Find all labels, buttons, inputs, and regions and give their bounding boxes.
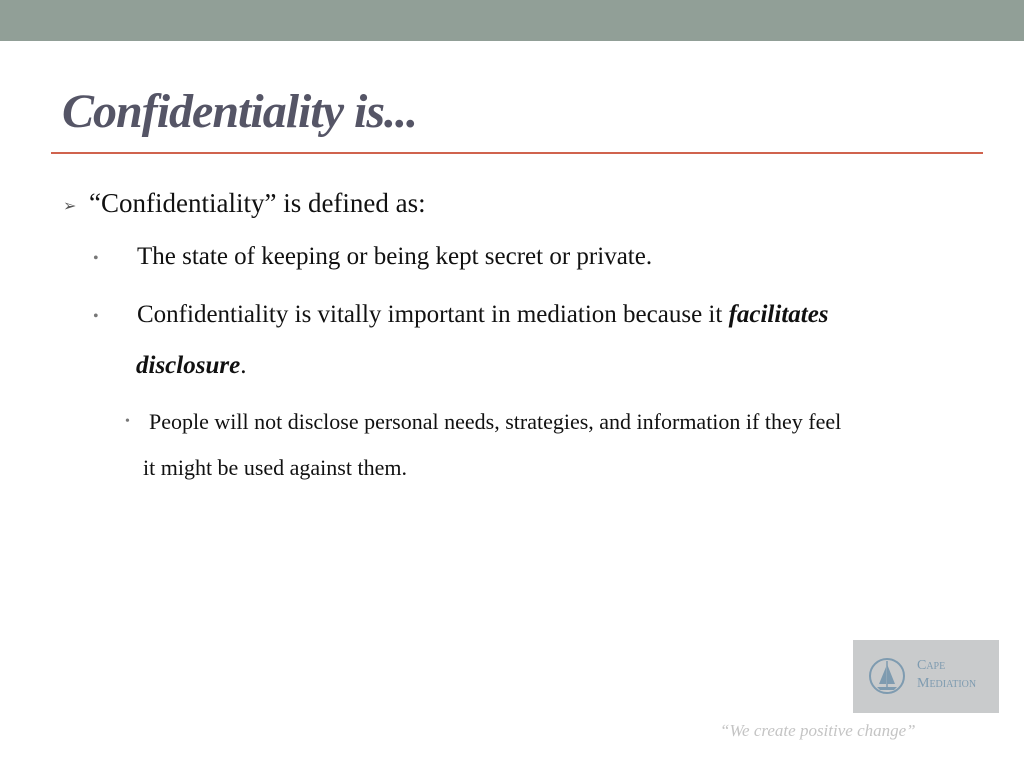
bullet-dot-icon: • <box>93 308 99 325</box>
slide-title: Confidentiality is... <box>62 85 418 138</box>
bullet-importance-line1 <box>137 301 829 329</box>
sailboat-icon <box>867 654 907 698</box>
emphasis-facilitates: facilitates <box>728 301 829 328</box>
bullet-dot-icon: • <box>125 414 130 429</box>
sub-bullet-line1: People will not disclose personal needs, strategies, and information if they feel <box>149 409 842 434</box>
logo-text-mediation: Mediation <box>917 676 977 691</box>
importance-text: Confidentiality is vitally important in mediation because it <box>137 301 729 328</box>
arrow-right-icon: ➢ <box>63 198 77 215</box>
emphasis-disclosure: disclosure <box>136 352 241 379</box>
logo-text-cape: Cape <box>917 658 946 673</box>
top-bar <box>0 0 1024 41</box>
bullet-dot-icon: • <box>93 250 99 267</box>
bullet-importance-line2 <box>136 352 246 380</box>
title-divider <box>51 152 983 154</box>
bullet-level1-text: “Confidentiality” is defined as: <box>89 188 426 218</box>
sub-bullet-line2: it might be used against them. <box>143 455 407 480</box>
bullet-definition: The state of keeping or being kept secret or private. <box>137 243 653 270</box>
tagline: “We create positive change” <box>720 721 916 740</box>
cape-mediation-logo <box>853 640 999 713</box>
importance-period: . <box>240 352 247 379</box>
